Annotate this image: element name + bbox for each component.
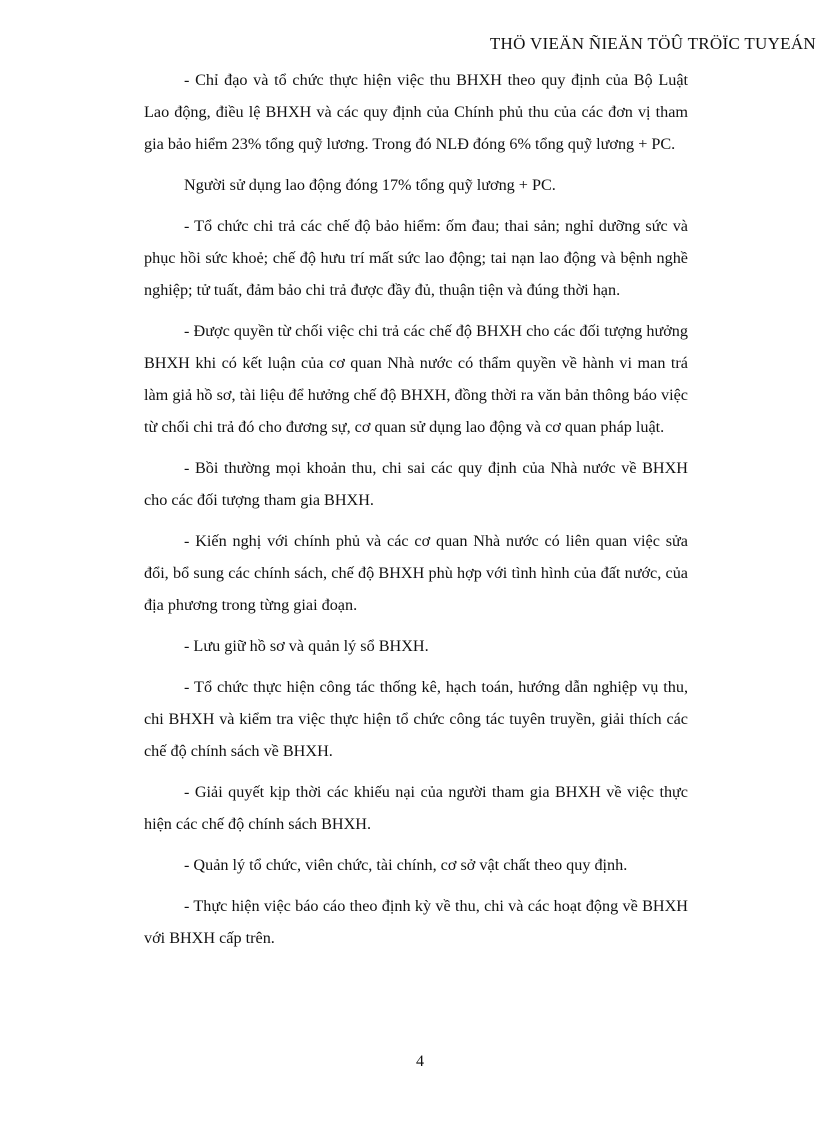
document-body <box>144 64 688 963</box>
page-number: 4 <box>416 1053 424 1070</box>
paragraph-5: - Bồi thường mọi khoản thu, chi sai các quy định của Nhà nước về BHXH cho các đối tượng tham gia BHXH. <box>144 459 688 509</box>
paragraph-2: Người sử dụng lao động đóng 17% tổng quỹ lương + PC. <box>184 176 556 194</box>
paragraph-1: - Chỉ đạo và tổ chức thực hiện việc thu BHXH theo quy định của Bộ Luật Lao động, điều lệ BHXH và các quy định của Chính phủ thu của các đơn vị tham gia bảo hiểm 23% tổng quỹ lương. Trong đó NLĐ đóng 6% tổng quỹ lương + PC. <box>144 71 688 153</box>
paragraph-4: - Được quyền từ chối việc chi trả các chế độ BHXH cho các đối tượng hưởng BHXH khi có kết luận của cơ quan Nhà nước có thẩm quyền về hành vi man trá làm giả hồ sơ, tài liệu để hưởng chế độ BHXH, đồng thời ra văn bản thông báo việc từ chối chi trả đó cho đương sự, cơ quan sử dụng lao động và cơ quan pháp luật. <box>144 322 688 436</box>
paragraph-7: - Lưu giữ hồ sơ và quản lý sổ BHXH. <box>184 637 429 655</box>
paragraph-10: - Quản lý tổ chức, viên chức, tài chính, cơ sở vật chất theo quy định. <box>184 856 628 874</box>
paragraph-11: - Thực hiện việc báo cáo theo định kỳ về thu, chi và các hoạt động về BHXH với BHXH cấp trên. <box>144 897 688 947</box>
paragraph-8: - Tổ chức thực hiện công tác thống kê, hạch toán, hướng dẫn nghiệp vụ thu, chi BHXH và kiểm tra việc thực hiện tổ chức công tác tuyên truyền, giải thích các chế độ chính sách về BHXH. <box>144 678 688 760</box>
paragraph-3: - Tổ chức chi trả các chế độ bảo hiểm: ốm đau; thai sản; nghỉ dưỡng sức và phục hồi sức khoẻ; chế độ hưu trí mất sức lao động; tai nạn lao động và bệnh nghề nghiệp; tử tuất, đảm bảo chi trả được đầy đủ, thuận tiện và đúng thời hạn. <box>144 217 688 299</box>
paragraph-9: - Giải quyết kịp thời các khiếu nại của người tham gia BHXH về việc thực hiện các chế độ chính sách BHXH. <box>144 783 688 833</box>
paragraph-6: - Kiến nghị với chính phủ và các cơ quan Nhà nước có liên quan việc sửa đổi, bổ sung các chính sách, chế độ BHXH phù hợp với tình hình của đất nước, của địa phương trong từng giai đoạn. <box>144 532 688 614</box>
page-header-title: THÖ VIEÄN ÑIEÄN TÖÛ TRÖÏC TUYEÁN <box>489 34 816 53</box>
